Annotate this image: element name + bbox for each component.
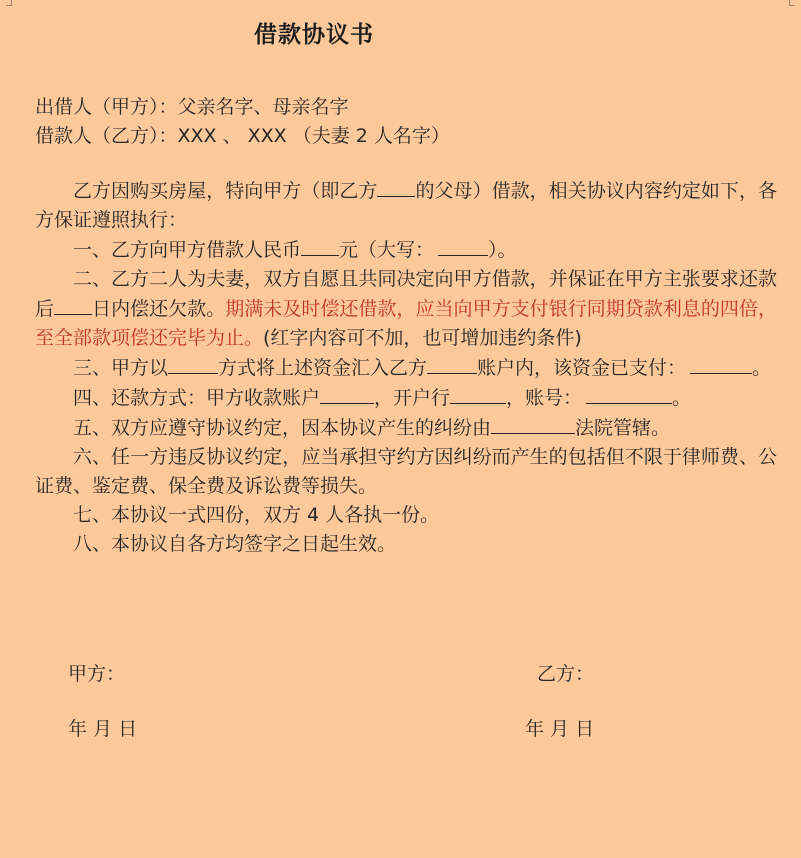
party-b-date: 年 月 日 <box>525 718 595 740</box>
clause-4: 四、还款方式：甲方收款账户 ，开户行 ，账号： 。 <box>35 383 777 413</box>
amount-blank <box>301 235 339 256</box>
bank-blank <box>450 383 506 404</box>
borrower-line: 借款人（乙方）：XXX 、 XXX （夫妻 2 人名字） <box>35 125 450 147</box>
clause-6: 六、任一方违反协议约定，应当承担守约方因纠纷而产生的包括但不限于律师费、公证费、鉴定费、保全费及诉讼费等损失。 <box>35 445 777 497</box>
clause-1: 一、乙方向甲方借款人民币 元（大写： ）。 <box>35 235 777 265</box>
agreement-body <box>35 176 777 559</box>
amount-words-blank <box>438 235 488 256</box>
intro-paragraph: 乙方因购买房屋，特向甲方（即乙方 的父母）借款，相关协议内容约定如下，各方保证遵照执行： <box>35 176 777 235</box>
lender-line: 出借人（甲方）：父亲名字、母亲名字 <box>35 96 349 118</box>
page-corner-mark-right <box>789 0 795 6</box>
account-blank <box>427 353 477 374</box>
paid-amount-blank <box>690 353 752 374</box>
relation-blank <box>377 176 415 197</box>
receiving-account-blank <box>320 383 374 404</box>
court-blank <box>491 413 575 434</box>
clause-8: 八、本协议自各方均签字之日起生效。 <box>73 532 397 555</box>
penalty-text: 期满未及时偿还借款，应当向甲方支付银行同期贷款利息的四倍，至全部款项偿还完毕为止。 <box>35 297 777 349</box>
clause-2: 二、乙方二人为夫妻，双方自愿且共同决定向甲方借款，并保证在甲方主张要求还款后 日内偿还欠款。期满未及时偿还借款，应当向甲方支付银行同期贷款利息的四倍，至全部款项偿还完毕为止。(红字内容可不加，也可增加违约条件) <box>35 267 777 349</box>
party-a-signature-label: 甲方： <box>68 663 126 685</box>
party-b-signature-label: 乙方： <box>537 663 595 685</box>
clause-7: 七、本协议一式四份，双方 4 人各执一份。 <box>73 503 440 526</box>
document-title: 借款协议书 <box>254 22 374 48</box>
account-number-blank <box>586 383 672 404</box>
penalty-note: (红字内容可不加，也可增加违约条件) <box>263 326 582 349</box>
transfer-method-blank <box>168 353 218 374</box>
repay-days-blank <box>54 294 92 315</box>
clause-5: 五、双方应遵守协议约定，因本协议产生的纠纷由 法院管辖。 <box>35 413 777 443</box>
page-corner-mark-left <box>6 0 12 6</box>
clause-3: 三、甲方以 方式将上述资金汇入乙方 账户内，该资金已支付： 。 <box>35 353 777 383</box>
party-a-date: 年 月 日 <box>68 718 138 740</box>
